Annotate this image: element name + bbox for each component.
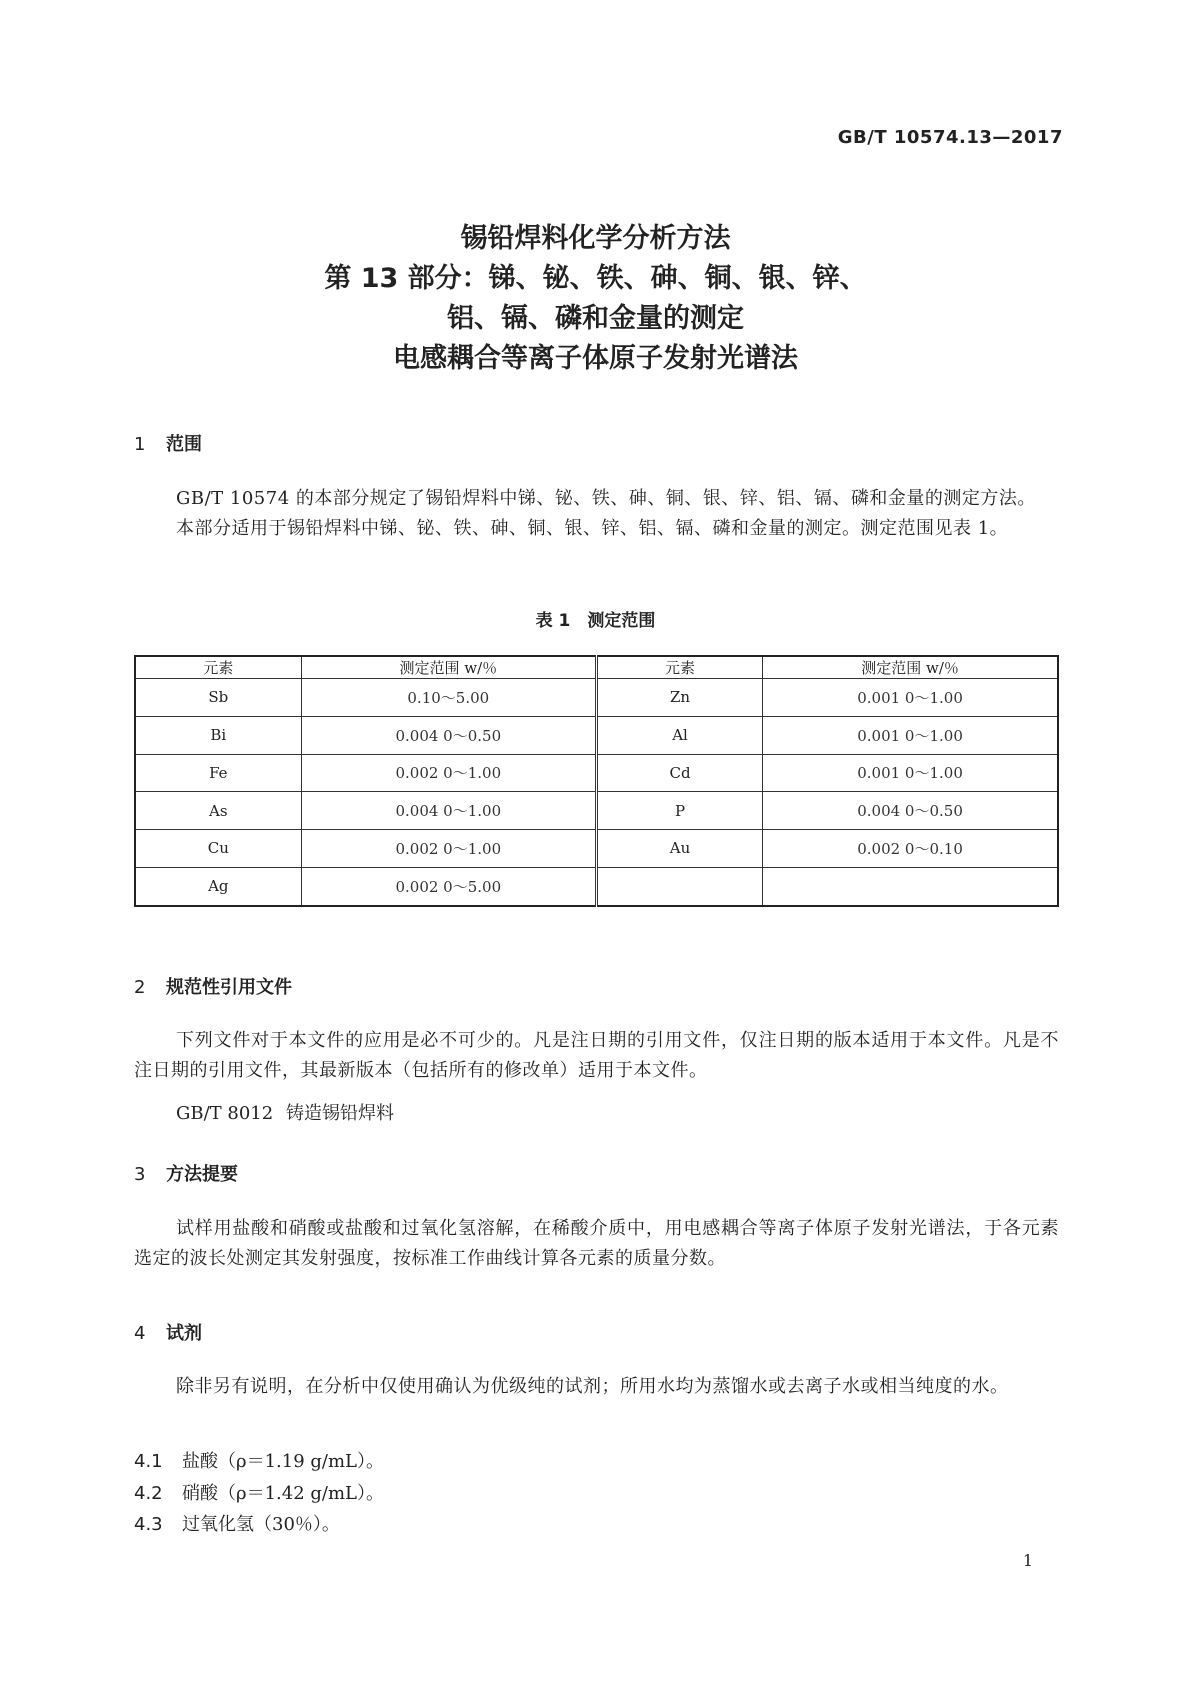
section-2-paragraph-1: 下列文件对于本文件的应用是必不可少的。凡是注日期的引用文件，仅注日期的版本适用于本文件。凡是不注日期的引用文件，其最新版本（包括所有的修改单）适用于本文件。: [134, 1030, 1059, 1081]
item-text: 盐酸（ρ＝1.19 g/mL）。: [182, 1451, 384, 1472]
table-header-row: [135, 656, 1058, 679]
section-title: 范围: [166, 434, 202, 455]
title-line-3: 铝、镉、磷和金量的测定: [447, 303, 744, 334]
range-cell: 0.004 0～0.50: [301, 716, 596, 754]
range-cell: 0.002 0～1.00: [301, 754, 596, 792]
reference-code: GB/T 8012: [176, 1103, 274, 1124]
range-cell: [763, 867, 1058, 906]
range-cell: 0.002 0～0.10: [763, 830, 1058, 868]
range-cell: 0.004 0～1.00: [301, 792, 596, 830]
range-cell: 0.004 0～0.50: [763, 792, 1058, 830]
section-2-heading: [134, 973, 292, 999]
reagent-item: [134, 1447, 384, 1473]
element-cell: Cd: [596, 754, 762, 792]
element-cell: Cu: [135, 830, 301, 868]
section-number: 3: [134, 1164, 146, 1185]
item-text: 硝酸（ρ＝1.42 g/mL）。: [182, 1483, 384, 1504]
item-number: 4.1: [134, 1451, 163, 1472]
range-cell: 0.001 0～1.00: [763, 754, 1058, 792]
element-cell: Zn: [596, 679, 762, 717]
measurement-range-table: [134, 655, 1059, 907]
title-line-2: 第 13 部分：锑、铋、铁、砷、铜、银、锌、: [324, 263, 867, 294]
table-caption: 表 1 测定范围: [535, 611, 656, 631]
section-4-heading: [134, 1319, 202, 1345]
section-1-paragraph-2: 本部分适用于锡铅焊料中锑、铋、铁、砷、铜、银、锌、铝、镉、磷和金量的测定。测定范围见表 1。: [176, 518, 1009, 539]
section-title: 方法提要: [166, 1164, 238, 1185]
section-1-heading: [134, 430, 202, 456]
table-row: [135, 830, 1058, 868]
reference-title: 铸造锡铅焊料: [286, 1103, 394, 1124]
range-cell: 0.001 0～1.00: [763, 679, 1058, 717]
item-number: 4.2: [134, 1483, 163, 1504]
title-line-1: 锡铅焊料化学分析方法: [460, 223, 731, 254]
item-text: 过氧化氢（30％）。: [182, 1514, 340, 1535]
section-1-paragraph-1: GB/T 10574 的本部分规定了锡铅焊料中锑、铋、铁、砷、铜、银、锌、铝、镉、磷和金量的测定方法。: [176, 488, 1036, 509]
column-header: 元素: [135, 656, 301, 679]
range-cell: 0.001 0～1.00: [763, 716, 1058, 754]
table-row: [135, 754, 1058, 792]
column-header: 测定范围 w/％: [763, 656, 1058, 679]
table-row: [135, 679, 1058, 717]
table-row: [135, 867, 1058, 906]
reagent-item: [134, 1510, 340, 1536]
range-cell: 0.002 0～1.00: [301, 830, 596, 868]
range-cell: 0.002 0～5.00: [301, 867, 596, 906]
element-cell: [596, 867, 762, 906]
reagent-item: [134, 1479, 384, 1505]
section-3-heading: [134, 1160, 238, 1186]
element-cell: Sb: [135, 679, 301, 717]
table-row: [135, 716, 1058, 754]
column-header: 元素: [596, 656, 762, 679]
element-cell: As: [135, 792, 301, 830]
normative-reference: [176, 1099, 394, 1125]
element-cell: Al: [596, 716, 762, 754]
element-cell: Au: [596, 830, 762, 868]
range-cell: 0.10～5.00: [301, 679, 596, 717]
page-number: 1: [1022, 1551, 1033, 1570]
section-title: 规范性引用文件: [166, 977, 292, 998]
title-line-4: 电感耦合等离子体原子发射光谱法: [393, 343, 798, 374]
section-number: 1: [134, 434, 146, 455]
section-number: 2: [134, 977, 146, 998]
element-cell: P: [596, 792, 762, 830]
element-cell: Fe: [135, 754, 301, 792]
section-3-paragraph-1: 试样用盐酸和硝酸或盐酸和过氧化氢溶解，在稀酸介质中，用电感耦合等离子体原子发射光谱法，于各元素选定的波长处测定其发射强度，按标准工作曲线计算各元素的质量分数。: [134, 1218, 1059, 1269]
standard-code: GB/T 10574.13—2017: [837, 127, 1063, 148]
section-number: 4: [134, 1323, 146, 1344]
item-number: 4.3: [134, 1514, 163, 1535]
section-4-paragraph-1: 除非另有说明，在分析中仅使用确认为优级纯的试剂；所用水均为蒸馏水或去离子水或相当纯度的水。: [176, 1376, 1009, 1397]
section-title: 试剂: [166, 1323, 202, 1344]
element-cell: Ag: [135, 867, 301, 906]
element-cell: Bi: [135, 716, 301, 754]
column-header: 测定范围 w/％: [301, 656, 596, 679]
table-row: [135, 792, 1058, 830]
